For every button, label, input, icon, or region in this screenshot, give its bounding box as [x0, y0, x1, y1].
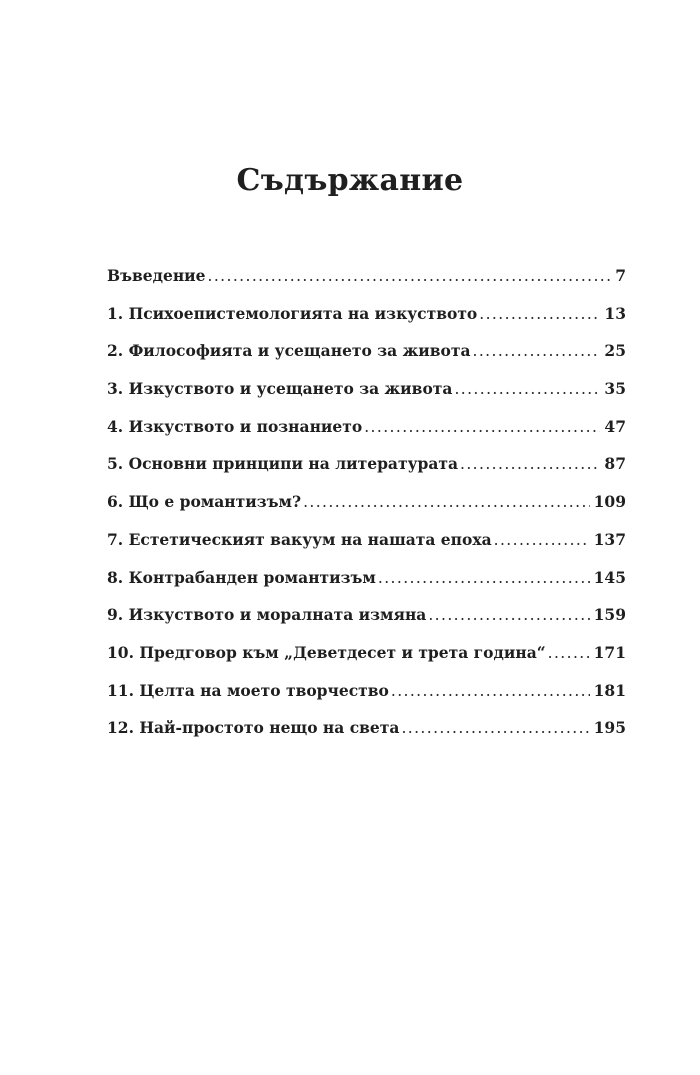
toc-entry-page: 87: [604, 454, 626, 474]
toc-entry-page: 47: [604, 416, 626, 436]
toc-entry-label: 6. Що е романтизъм?: [107, 492, 302, 512]
toc-entry-page: 181: [593, 680, 626, 700]
toc-entry-label: 4. Изкуството и познанието: [107, 416, 363, 436]
toc-leader-dots: [473, 342, 601, 360]
toc-entry-label: 7. Естетическият вакуум на нашата епоха: [107, 529, 492, 549]
toc-entry-label: 10. Предговор към „Деветдесет и трета година“: [107, 642, 546, 662]
toc-leader-dots: [428, 606, 589, 624]
toc-entry: [107, 681, 626, 719]
toc-entry-page: 13: [604, 303, 626, 323]
toc-entry: [107, 568, 626, 606]
page-title: Съдържание: [236, 163, 464, 198]
toc-leader-dots: [494, 531, 590, 549]
toc-entry: [107, 718, 626, 756]
toc-leader-dots: [548, 644, 590, 662]
toc-entry: [107, 530, 626, 568]
toc-entry: [107, 379, 626, 417]
toc-entry: [107, 266, 626, 304]
toc-entry: [107, 643, 626, 681]
table-of-contents: [107, 266, 626, 756]
toc-entry-page: 159: [593, 605, 626, 625]
toc-entry-label: Въведение: [107, 266, 206, 285]
toc-leader-dots: [208, 267, 612, 285]
toc-entry-label: 11. Целта на моето творчество: [107, 680, 389, 700]
toc-entry: [107, 417, 626, 455]
toc-entry-label: 9. Изкуството и моралната измяна: [107, 605, 427, 625]
toc-entry-page: 35: [604, 379, 626, 399]
toc-entry-page: 195: [593, 718, 626, 738]
toc-leader-dots: [303, 493, 590, 511]
toc-entry-page: 137: [593, 529, 626, 549]
toc-entry: [107, 454, 626, 492]
toc-entry-page: 25: [604, 341, 626, 361]
toc-entry-page: 109: [593, 492, 626, 512]
toc-entry-page: 171: [593, 642, 626, 662]
toc-entry: [107, 304, 626, 342]
toc-leader-dots: [460, 455, 600, 473]
toc-leader-dots: [364, 418, 600, 436]
toc-entry-label: 1. Психоепистемологията на изкуството: [107, 303, 478, 323]
toc-entry-label: 2. Философията и усещането за живота: [107, 341, 471, 361]
toc-entry-page: 7: [615, 266, 626, 285]
toc-leader-dots: [378, 569, 590, 587]
toc-entry-label: 3. Изкуството и усещането за живота: [107, 379, 453, 399]
toc-leader-dots: [479, 305, 600, 323]
toc-leader-dots: [391, 682, 590, 700]
toc-entry: [107, 341, 626, 379]
toc-entry: [107, 492, 626, 530]
toc-entry-label: 5. Основни принципи на литературата: [107, 454, 459, 474]
toc-entry-label: 8. Контрабанден романтизъм: [107, 567, 376, 587]
toc-entry-label: 12. Най-простото нещо на света: [107, 718, 400, 738]
toc-leader-dots: [401, 719, 589, 737]
toc-leader-dots: [454, 380, 600, 398]
toc-entry: [107, 605, 626, 643]
toc-entry-page: 145: [593, 567, 626, 587]
